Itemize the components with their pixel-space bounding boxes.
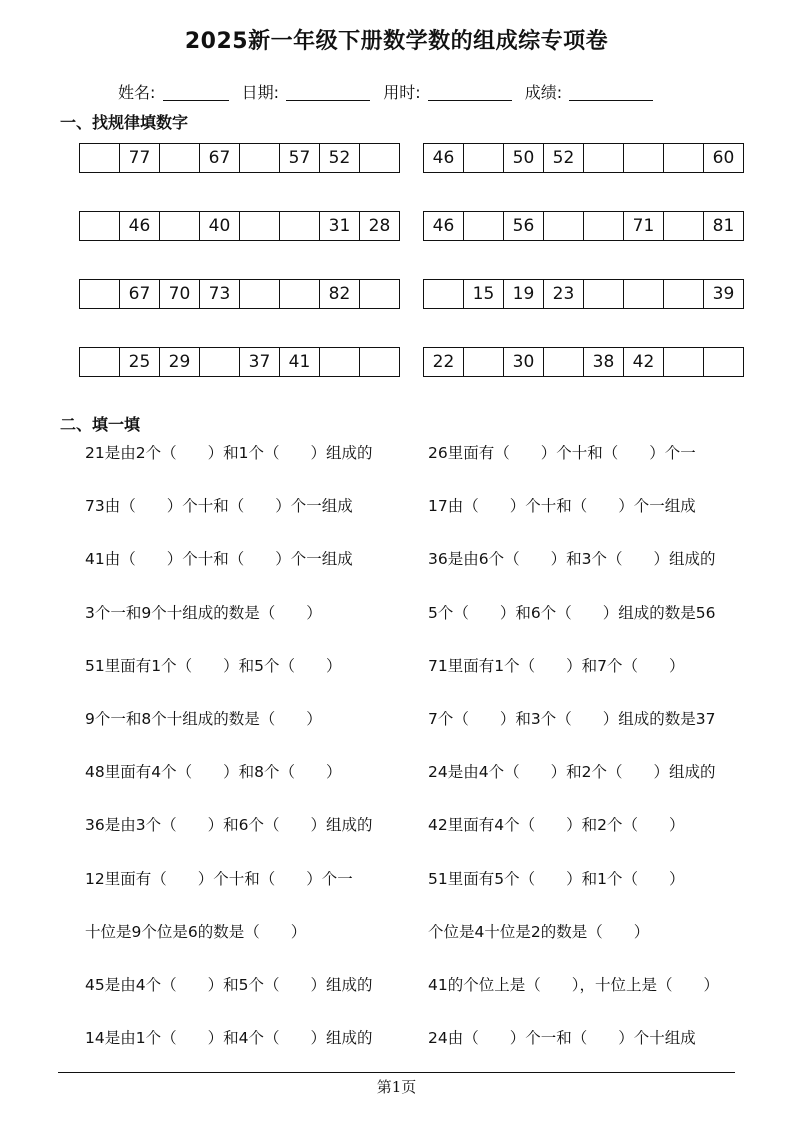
sequence-cell[interactable] xyxy=(664,348,704,376)
sequence-cell[interactable] xyxy=(584,212,624,240)
page-number: 第1页 xyxy=(376,1078,417,1096)
sequence-row-3-right xyxy=(423,279,744,309)
time-label: 用时: xyxy=(383,83,421,102)
sequence-row-2-left xyxy=(79,211,400,241)
sequence-row-1-left xyxy=(79,143,400,173)
sequence-cell[interactable] xyxy=(664,144,704,172)
date-label: 日期: xyxy=(241,83,279,102)
sequence-cell[interactable] xyxy=(544,212,584,240)
sequence-cell: 41 xyxy=(280,348,320,376)
sequence-cell: 52 xyxy=(544,144,584,172)
sequence-row-4-right xyxy=(423,347,744,377)
fill-question-left: 十位是9个位是6的数是（ ） xyxy=(85,923,307,941)
sequence-cell: 52 xyxy=(320,144,360,172)
student-info-line xyxy=(118,80,661,103)
sequence-cell: 46 xyxy=(424,212,464,240)
sequence-cell: 67 xyxy=(200,144,240,172)
sequence-cell[interactable] xyxy=(360,348,400,376)
sequence-cell[interactable] xyxy=(200,348,240,376)
sequence-cell: 73 xyxy=(200,280,240,308)
time-blank[interactable] xyxy=(428,85,512,101)
fill-question-left: 12里面有（ ）个十和（ ）个一 xyxy=(85,870,353,888)
sequence-cell[interactable] xyxy=(464,212,504,240)
sequence-cell[interactable] xyxy=(240,280,280,308)
sequence-cell: 50 xyxy=(504,144,544,172)
sequence-cell[interactable] xyxy=(280,280,320,308)
fill-question-left: 51里面有1个（ ）和5个（ ） xyxy=(85,657,342,675)
score-label: 成绩: xyxy=(524,83,563,102)
sequence-cell: 57 xyxy=(280,144,320,172)
sequence-cell: 67 xyxy=(120,280,160,308)
fill-question-left: 3个一和9个十组成的数是（ ） xyxy=(85,604,322,622)
sequence-cell[interactable] xyxy=(240,212,280,240)
sequence-cell[interactable] xyxy=(240,144,280,172)
section2-title: 二、填一填 xyxy=(60,415,141,434)
sequence-cell: 82 xyxy=(320,280,360,308)
fill-question-right: 36是由6个（ ）和3个（ ）组成的 xyxy=(428,550,716,568)
sequence-cell: 31 xyxy=(320,212,360,240)
sequence-cell[interactable] xyxy=(624,144,664,172)
sequence-cell[interactable] xyxy=(624,280,664,308)
sequence-cell[interactable] xyxy=(704,348,744,376)
fill-question-right: 17由（ ）个十和（ ）个一组成 xyxy=(428,497,696,515)
name-label: 姓名: xyxy=(118,83,156,102)
fill-question-left: 36是由3个（ ）和6个（ ）组成的 xyxy=(85,816,373,834)
sequence-cell: 23 xyxy=(544,280,584,308)
sequence-cell: 25 xyxy=(120,348,160,376)
sequence-cell[interactable] xyxy=(160,144,200,172)
section1-title: 一、找规律填数字 xyxy=(60,113,189,132)
sequence-cell: 42 xyxy=(624,348,664,376)
fill-question-right: 42里面有4个（ ）和2个（ ） xyxy=(428,816,685,834)
fill-question-left: 48里面有4个（ ）和8个（ ） xyxy=(85,763,342,781)
sequence-cell: 46 xyxy=(120,212,160,240)
fill-question-right: 51里面有5个（ ）和1个（ ） xyxy=(428,870,685,888)
sequence-cell: 37 xyxy=(240,348,280,376)
fill-question-right: 个位是4十位是2的数是（ ） xyxy=(428,923,650,941)
fill-question-left: 45是由4个（ ）和5个（ ）组成的 xyxy=(85,976,373,994)
sequence-cell: 60 xyxy=(704,144,744,172)
sequence-cell: 28 xyxy=(360,212,400,240)
sequence-cell: 46 xyxy=(424,144,464,172)
sequence-row-2-right xyxy=(423,211,744,241)
sequence-row-4-left xyxy=(79,347,400,377)
sequence-cell[interactable] xyxy=(584,280,624,308)
sequence-cell: 22 xyxy=(424,348,464,376)
sequence-cell: 71 xyxy=(624,212,664,240)
sequence-cell[interactable] xyxy=(424,280,464,308)
sequence-row-1-right xyxy=(423,143,744,173)
fill-question-right: 26里面有（ ）个十和（ ）个一 xyxy=(428,444,696,462)
fill-question-left: 14是由1个（ ）和4个（ ）组成的 xyxy=(85,1029,373,1047)
sequence-cell: 15 xyxy=(464,280,504,308)
fill-question-right: 24是由4个（ ）和2个（ ）组成的 xyxy=(428,763,716,781)
sequence-cell[interactable] xyxy=(80,212,120,240)
fill-question-right: 71里面有1个（ ）和7个（ ） xyxy=(428,657,685,675)
sequence-cell[interactable] xyxy=(80,280,120,308)
fill-question-right: 41的个位上是（ ），十位上是（ ） xyxy=(428,976,719,994)
sequence-cell[interactable] xyxy=(584,144,624,172)
sequence-cell: 77 xyxy=(120,144,160,172)
fill-question-right: 7个（ ）和3个（ ）组成的数是37 xyxy=(428,710,716,728)
sequence-cell: 81 xyxy=(704,212,744,240)
footer-rule xyxy=(58,1072,735,1073)
fill-question-left: 41由（ ）个十和（ ）个一组成 xyxy=(85,550,353,568)
sequence-cell[interactable] xyxy=(280,212,320,240)
sequence-cell: 38 xyxy=(584,348,624,376)
sequence-cell[interactable] xyxy=(160,212,200,240)
fill-question-left: 21是由2个（ ）和1个（ ）组成的 xyxy=(85,444,373,462)
score-blank[interactable] xyxy=(569,85,653,101)
sequence-cell: 56 xyxy=(504,212,544,240)
sequence-cell[interactable] xyxy=(320,348,360,376)
fill-question-left: 73由（ ）个十和（ ）个一组成 xyxy=(85,497,353,515)
sequence-cell: 30 xyxy=(504,348,544,376)
sequence-cell[interactable] xyxy=(464,144,504,172)
sequence-cell: 70 xyxy=(160,280,200,308)
sequence-cell[interactable] xyxy=(80,144,120,172)
sequence-cell: 29 xyxy=(160,348,200,376)
fill-question-right: 24由（ ）个一和（ ）个十组成 xyxy=(428,1029,696,1047)
sequence-cell: 39 xyxy=(704,280,744,308)
fill-question-left: 9个一和8个十组成的数是（ ） xyxy=(85,710,322,728)
sequence-cell[interactable] xyxy=(80,348,120,376)
name-blank[interactable] xyxy=(163,85,229,101)
sequence-cell[interactable] xyxy=(360,280,400,308)
sequence-cell[interactable] xyxy=(664,212,704,240)
sequence-row-3-left xyxy=(79,279,400,309)
sequence-cell[interactable] xyxy=(360,144,400,172)
sequence-cell[interactable] xyxy=(544,348,584,376)
date-blank[interactable] xyxy=(286,85,370,101)
sequence-cell: 40 xyxy=(200,212,240,240)
page-title: 2025新一年级下册数学数的组成综专项卷 xyxy=(184,29,609,54)
fill-question-right: 5个（ ）和6个（ ）组成的数是56 xyxy=(428,604,716,622)
sequence-cell: 19 xyxy=(504,280,544,308)
sequence-cell[interactable] xyxy=(664,280,704,308)
sequence-cell[interactable] xyxy=(464,348,504,376)
